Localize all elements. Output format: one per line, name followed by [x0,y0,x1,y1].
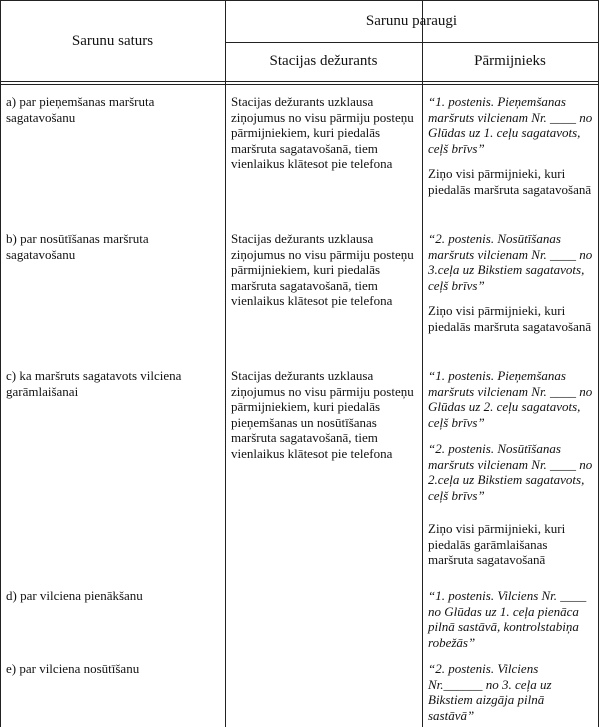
header-sarunu-saturs: Sarunu saturs [71,33,154,49]
row-b-topic: b) par nosūtīšanas maršruta sagatavošanu [6,231,149,262]
column-divider-2 [422,0,423,727]
row-d-topic: d) par vilciena pienākšanu [6,588,143,603]
row-c-dezurants: Stacijas dežurants uzklausa ziņojumus no visu pārmiju posteņu pārmijniekiem, kuri piedalās pieņemšanas un nosūtīšanas maršruta sagatavošanā, tiem vienlaikus klātesot pie telefona [231,368,414,461]
row-a-parmijnieks: “1. postenis. Pieņemšanas maršruts vilcienam Nr. ____ no Glūdas uz 1. ceļu sagatavots, ceļš brīvs” [428,94,593,156]
row-c-parmijnieks-2: “2. postenis. Nosūtīšanas maršruts vilcienam Nr. ____ no 2.ceļa uz Bikstiem sagatavots, ceļš brīvs” [428,441,593,503]
row-a-note: Ziņo visi pārmijnieki, kuri piedalās maršruta sagatavošanā [428,166,592,197]
row-c-note: Ziņo visi pārmijnieki, kuri piedalās garāmlaišanas maršruta sagatavošanā [428,521,566,567]
table-border-top [0,0,599,1]
row-b-note: Ziņo visi pārmijnieki, kuri piedalās maršruta sagatavošanā [428,303,592,334]
row-d-parmijnieks: “1. postenis. Vilciens Nr. ____ no Glūdas uz 1. ceļa pienāca pilnā sastāvā, kontrolstabiņa robežās” [428,588,587,650]
row-a-topic: a) par pieņemšanas maršruta sagatavošanu [6,94,155,125]
header-bottom-rule-2 [0,84,599,85]
column-divider-1 [225,0,226,727]
table-border-right [598,0,599,727]
row-e-topic: e) par vilciena nosūtīšanu [6,661,140,676]
header-sarunu-paraugi: Sarunu paraugi [365,13,458,29]
row-b-dezurants: Stacijas dežurants uzklausa ziņojumus no visu pārmiju posteņu pārmijniekiem, kuri piedalās maršruta sagatavošanā, tiem vienlaikus klātesot pie telefona [231,231,414,308]
group-header-divider [225,42,599,43]
row-e-parmijnieks: “2. postenis. Vilciens Nr.______ no 3. ceļa uz Bikstiem aizgāja pilnā sastāvā” [428,661,552,723]
row-a-dezurants: Stacijas dežurants uzklausa ziņojumus no visu pārmiju posteņu pārmijniekiem, kuri piedalās maršruta sagatavošanā, tiem vienlaikus klātesot pie telefona [231,94,414,171]
row-c-parmijnieks-1: “1. postenis. Pieņemšanas maršruts vilcienam Nr. ____ no Glūdas uz 2. ceļu sagatavots, ceļš brīvs” [428,368,593,430]
row-c-topic: c) ka maršruts sagatavots vilciena garāmlaišanai [6,368,182,399]
table-border-left [0,0,1,727]
header-parmijnieks: Pārmijnieks [474,53,546,69]
header-bottom-rule [0,81,599,82]
row-b-parmijnieks: “2. postenis. Nosūtīšanas maršruts vilcienam Nr. ____ no 3.ceļa uz Bikstiem sagatavots, ceļš brīvs” [428,231,593,293]
header-stacijas-dezurants: Stacijas dežurants [269,53,378,69]
